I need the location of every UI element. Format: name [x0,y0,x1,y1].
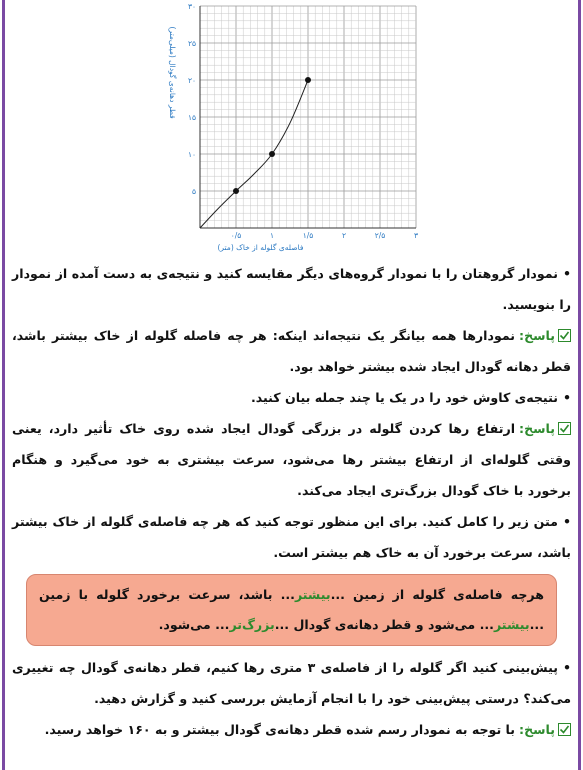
y-tick-label: ۲۵ [187,39,196,48]
chart [160,0,430,258]
chart-svg [160,0,430,258]
y-tick-label: ۳۰ [187,2,196,11]
answer-3 [12,714,571,745]
answer-check-icon [558,723,571,736]
callout-text-1: هرچه فاصله‌ی گلوله از زمین ... [330,587,544,602]
x-tick-label: ۳ [413,231,419,240]
y-tick-label: ۵ [191,187,196,196]
callout-fill-1: بیشتر [294,587,331,602]
callout-fill-2: بیشتر [493,617,530,632]
answer-1-text: نمودارها همه بیانگر یک نتیجه‌اند اینکه: هر چه فاصله گلوله از خاک بیشتر باشد، قطر دهانه گودال ایجاد شده بیشتر خواهد بود. [12,328,571,374]
answer-2 [12,413,571,506]
answer-label: پاسخ: [519,722,555,737]
answer-check-icon [558,329,571,342]
x-tick-label: ۲/۵ [374,231,386,240]
callout-text-2: ... باشد، سرعت برخورد گلوله با زمین ... [39,587,544,632]
x-tick-label: ۱/۵ [302,231,314,240]
data-point [233,188,239,194]
y-tick-label: ۱۵ [187,113,196,122]
answer-1 [12,320,571,382]
fill-in-callout [26,574,557,646]
answer-label: پاسخ: [519,328,555,343]
answer-3-text: با توجه به نمودار رسم شده قطر دهانه‌ی گودال بیشتر و به ۱۶۰ خواهد رسید. [44,722,516,737]
answer-check-icon [558,422,571,435]
callout-text-4: ... می‌شود. [158,617,230,632]
y-tick-label: ۲۰ [187,76,196,85]
data-point [269,151,275,157]
bullet-complete-text: • متن زیر را کامل کنید. برای این منظور توجه کنید که هر چه فاصله‌ی گلوله از خاک بیشتر باشد، سرعت برخورد آن به خاک هم بیشتر است. [12,506,571,568]
data-point [305,77,311,83]
y-axis-label: قطر دهانه‌ی گودال (میلی‌متر) [168,26,177,119]
page-frame-right [578,0,581,770]
x-tick-label: ۱ [269,231,275,240]
page-frame-left [2,0,5,770]
answer-2-text: ارتفاع رها کردن گلوله در بزرگی گودال ایجاد شده روی خاک تأثیر دارد، یعنی وقتی گلوله‌ای از ارتفاع بیشتر رها می‌شود، سرعت بیشتری به خود می‌گیرد و هنگام برخورد با خاک گودال بزرگ‌تری ایجاد می‌کند. [12,421,571,498]
callout-text-3: ... می‌شود و قطر دهانه‌ی گودال ... [274,617,494,632]
bullet-predict: • پیش‌بینی کنید اگر گلوله را از فاصله‌ی ۳ متری رها کنیم، قطر دهانه‌ی گودال چه تغییری می‌کند؟ درستی پیش‌بینی خود را با انجام آزمایش بررسی کنید و گزارش دهید. [12,652,571,714]
content-column [12,258,571,745]
callout-fill-3: بزرگ‌تر [229,617,275,632]
x-tick-label: ۰/۵ [230,231,242,240]
y-tick-label: ۱۰ [187,150,196,159]
answer-label: پاسخ: [519,421,555,436]
x-tick-label: ۲ [341,231,347,240]
bullet-state-result: • نتیجه‌ی کاوش خود را در یک یا چند جمله بیان کنید. [12,382,571,413]
x-axis-label: فاصله‌ی گلوله از خاک (متر) [217,243,304,252]
bullet-compare-graphs: • نمودار گروهتان را با نمودار گروه‌های دیگر مقایسه کنید و نتیجه‌ی به دست آمده از نمودار را بنویسید. [12,258,571,320]
